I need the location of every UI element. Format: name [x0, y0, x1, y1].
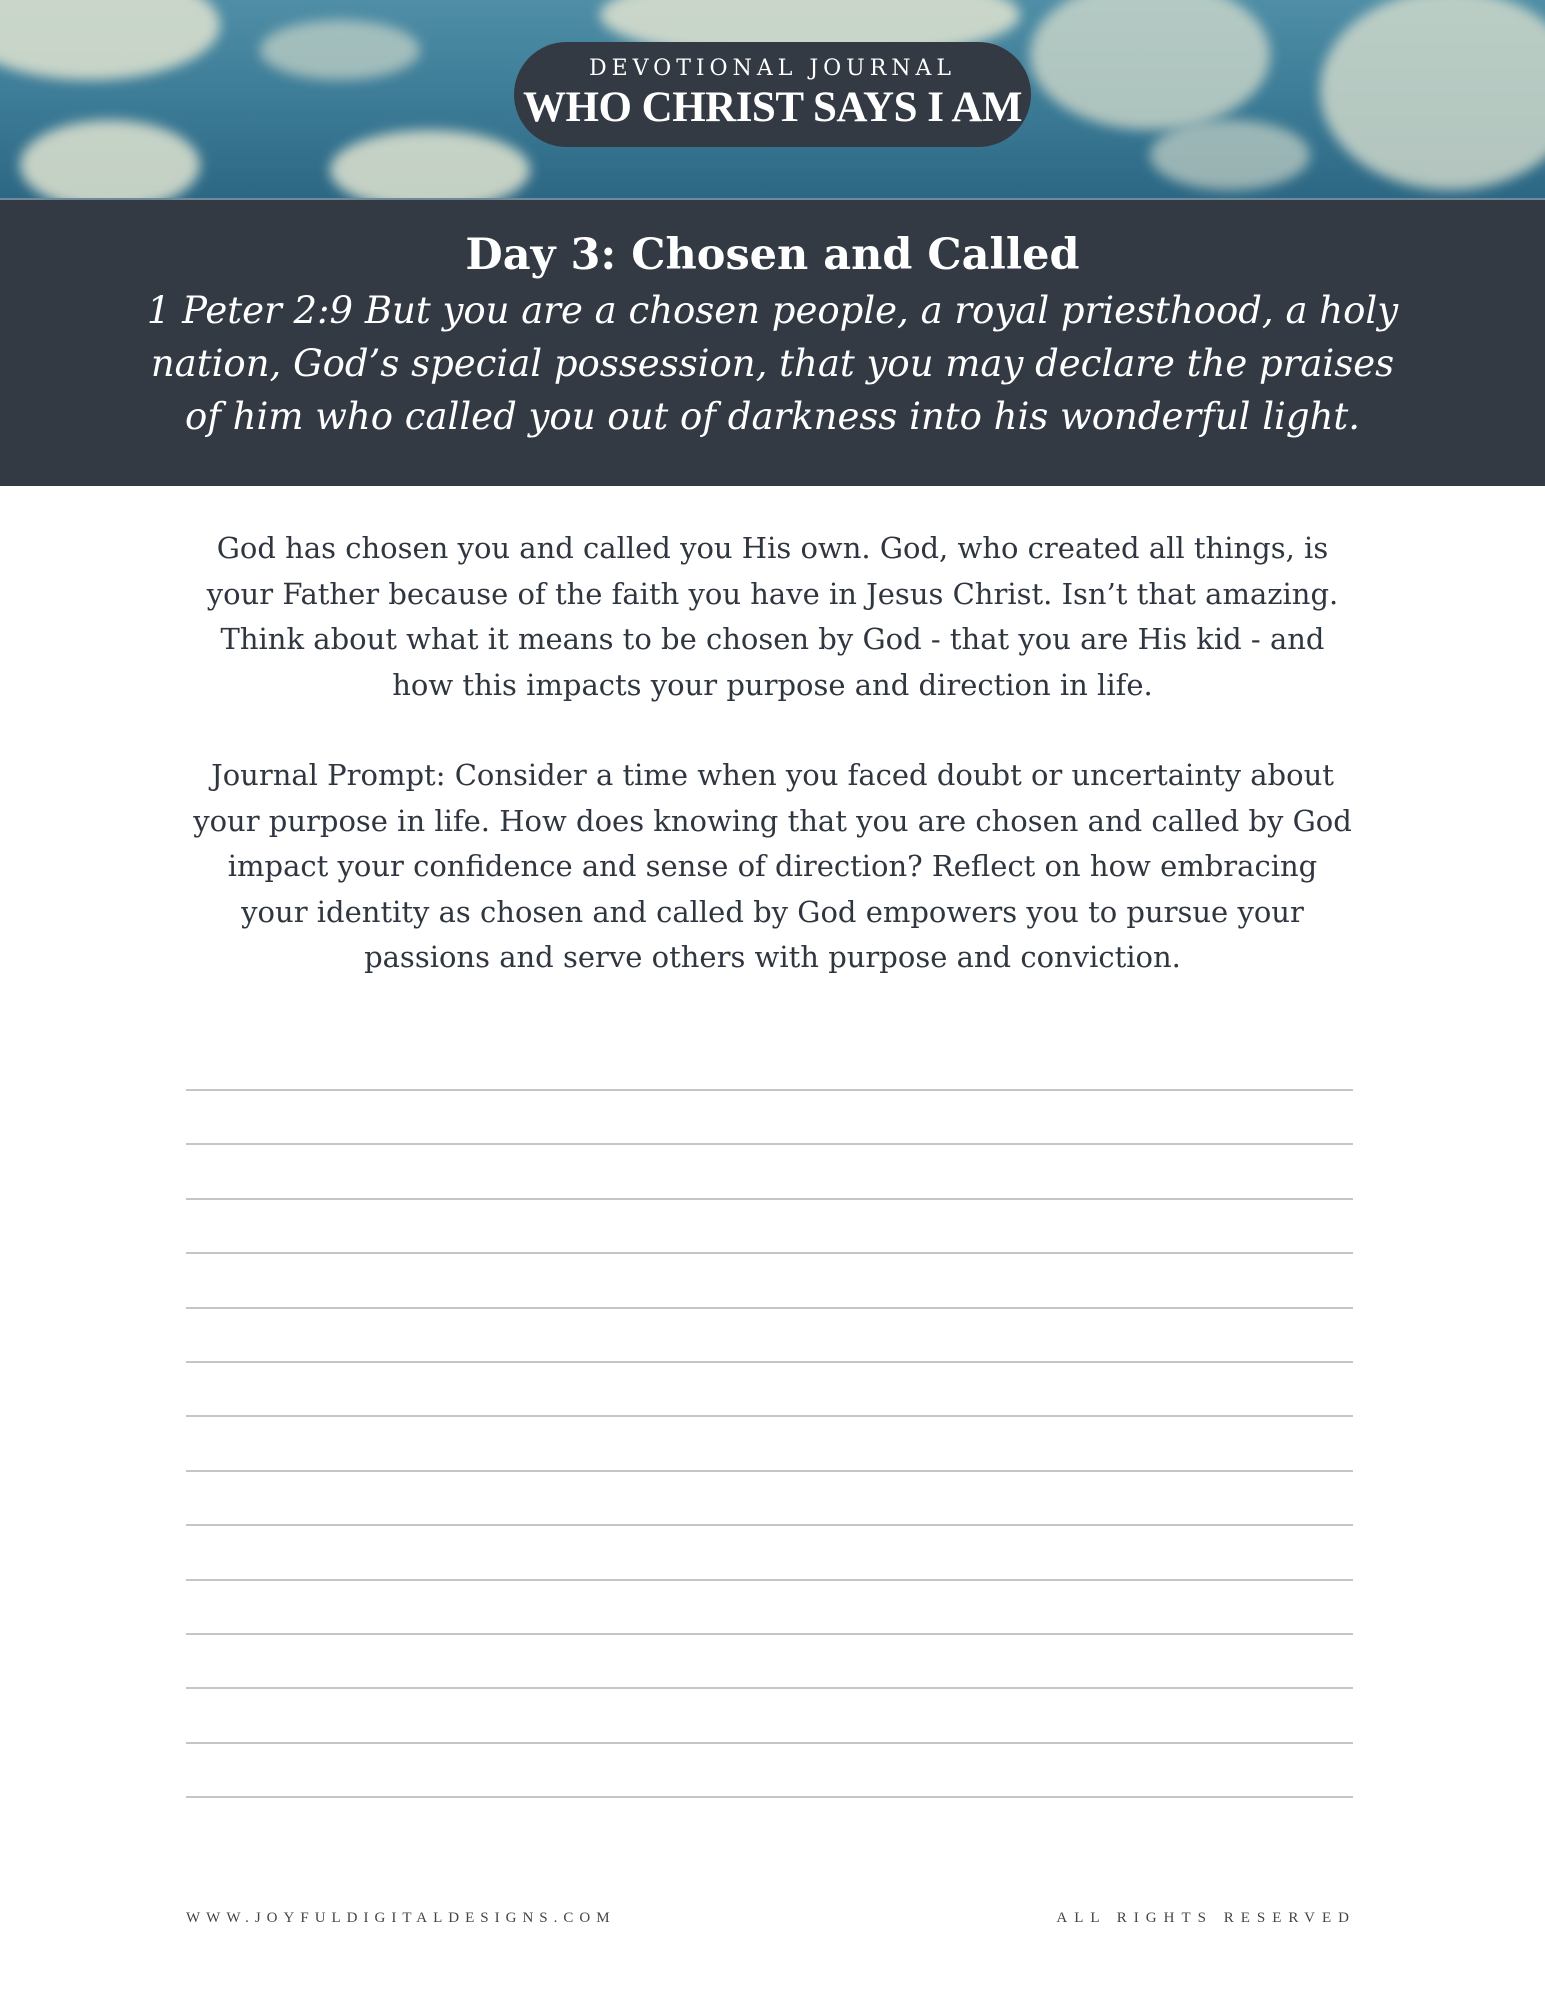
journal-prompt [0, 753, 1545, 981]
text-line: your Father because of the faith you have in Jesus Christ. Isn’t that amazing. [206, 576, 1339, 611]
journal-line [186, 1143, 1353, 1145]
journal-subtitle: DEVOTIONAL JOURNAL [588, 56, 957, 81]
journal-line [186, 1470, 1353, 1472]
journal-line [186, 1579, 1353, 1581]
journal-line [186, 1361, 1353, 1363]
journal-line [186, 1687, 1353, 1689]
scripture-verse [0, 284, 1545, 443]
footer-website: WWW.JOYFULDIGITALDESIGNS.COM [186, 1910, 616, 1926]
footer-rights: ALL RIGHTS RESERVED [1056, 1910, 1356, 1926]
journal-line [186, 1307, 1353, 1309]
sky-header-image [0, 0, 1545, 198]
journal-line [186, 1633, 1353, 1635]
reflection-text [0, 526, 1545, 708]
journal-line [186, 1198, 1353, 1200]
day-title: Day 3: Chosen and Called [465, 230, 1080, 280]
text-line: God has chosen you and called you His own. God, who created all things, is [216, 531, 1329, 565]
verse-line: 1 Peter 2:9 But you are a chosen people, a royal priesthood, a holy [146, 289, 1399, 332]
verse-line: of him who called you out of darkness into his wonderful light. [184, 395, 1361, 438]
day-banner [0, 198, 1545, 486]
journal-line [186, 1089, 1353, 1091]
journal-title-badge [514, 42, 1031, 147]
text-line: Think about what it means to be chosen by God - that you are His kid - and [220, 622, 1325, 656]
text-line: impact your confidence and sense of direction? Reflect on how embracing [227, 849, 1318, 883]
journal-title: WHO CHRIST SAYS I AM [523, 84, 1022, 131]
text-line: your purpose in life. How does knowing that you are chosen and called by God [193, 803, 1352, 838]
text-line: Journal Prompt: Consider a time when you faced doubt or uncertainty about [211, 758, 1334, 792]
journal-line [186, 1524, 1353, 1526]
verse-line: nation, God’s special possession, that you may declare the praises [150, 342, 1395, 385]
journal-line [186, 1415, 1353, 1417]
text-line: passions and serve others with purpose and conviction. [364, 940, 1181, 974]
journal-line [186, 1742, 1353, 1744]
text-line: your identity as chosen and called by God empowers you to pursue your [241, 894, 1304, 929]
journal-line [186, 1796, 1353, 1798]
journal-line [186, 1252, 1353, 1254]
text-line: how this impacts your purpose and direction in life. [392, 667, 1153, 702]
